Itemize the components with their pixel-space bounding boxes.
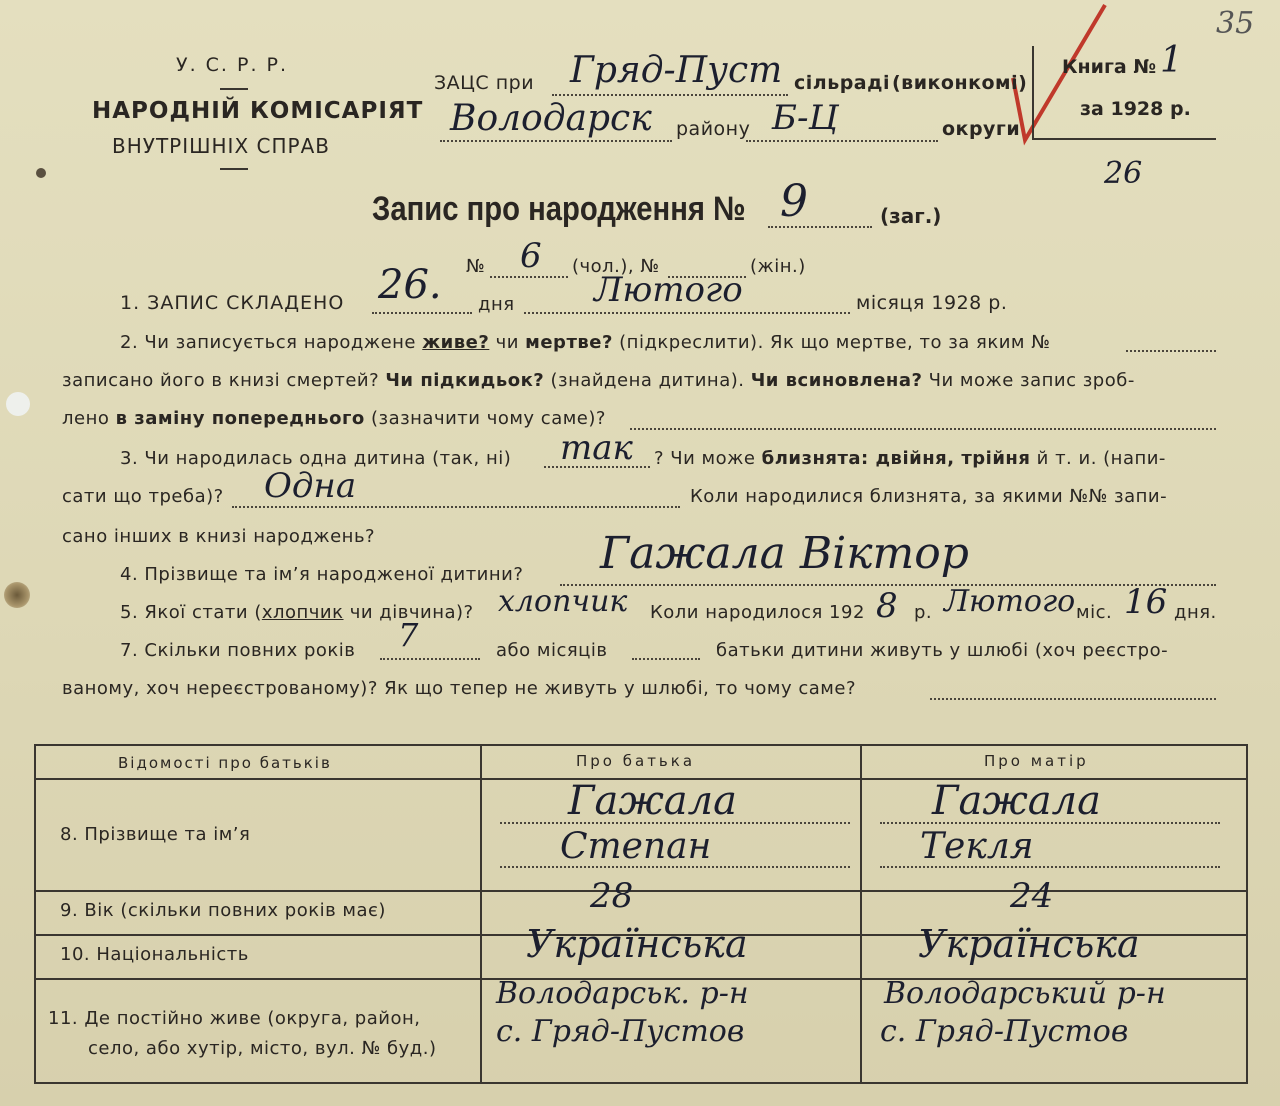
q5-text-f: міс. [1076,602,1113,623]
okrug-label: округи [942,118,1021,140]
record-title: Запис про народження № [372,190,746,228]
q2-line3-c: (зазначити чому саме)? [370,408,606,429]
okrug-value: Б-Ц [772,98,839,138]
internal-affairs-label: ВНУТРІШНІХ СПРАВ [112,134,330,158]
row11-father-2: с. Гряд-Пустов [496,1014,745,1049]
q1-day-field [372,312,472,314]
q3-text-a: 3. Чи народилась одна дитина (так, ні) [120,448,512,469]
q2-text-a: 2. Чи записується народжене [120,332,417,353]
header-divider [220,168,248,170]
q2-line2-d: Чи всиновлена? [750,370,923,391]
q5-boy: хлопчик [261,602,344,623]
q5-day-value: 16 [1124,582,1168,622]
book-label: Книга № [1062,56,1157,78]
q2-line2-a: записано його в книзі смертей? [62,370,380,391]
table-rule [36,890,1246,892]
corner-number: 35 [1216,6,1255,41]
q3-line1-end [654,448,1166,469]
okrug-field [746,140,938,142]
row9-father: 28 [590,876,634,916]
q2-line3-a: лено [62,408,110,429]
q5-sex-value: хлопчик [498,584,628,619]
row9-mother: 24 [1010,876,1054,916]
male-label: (чол.), № [572,256,660,277]
q5-text-d: Коли народилося 192 [650,602,865,623]
council-label: сільраді [794,72,890,94]
zags-value: Гряд-Пуст [570,50,783,91]
q2-dead: мертве? [525,332,613,353]
row10-label: 10. Національність [60,944,249,965]
table-col-rule [860,746,862,1082]
q7-line2: ваному, хоч нереєстрованому)? Як що тепер не живуть у шлюбі, то чому саме? [62,678,857,699]
row9-label: 9. Вік (скільки повних років має) [60,900,386,921]
q2-line2-e: Чи може запис зроб- [928,370,1135,391]
q1-suffix: місяця 1928 р. [856,292,1008,314]
exec-label: (виконкомі) [892,72,1028,94]
table-header-mother: Про матір [984,752,1089,770]
female-label: (жін.) [750,256,806,277]
q3-line2-b: Коли народилися близнята, за якими №№ запи- [690,486,1168,507]
row11-mother-2: с. Гряд-Пустов [880,1014,1129,1049]
zags-field [552,94,788,96]
table-header-father: Про батька [576,752,696,770]
row11-mother: Володарський р-н [884,976,1166,1011]
q2-text-c: чи [495,332,519,353]
q2-line3-b: в заміну попереднього [115,408,365,429]
q7-months-field [632,658,700,660]
q3-text-d: й т. и. (напи- [1036,448,1166,469]
row10-mother: Українська [918,922,1140,966]
male-field [490,276,568,278]
male-no-label: № [466,256,486,277]
side-number: 26 [1104,156,1143,191]
q3-line2-field [232,506,680,508]
q2-line2 [62,370,1135,391]
q7-text-b: або місяців [496,640,608,661]
row11-label: 11. Де постійно живе (округа, район, [48,1008,421,1029]
table-header-parents: Відомості про батьків [118,754,332,772]
q7-years-value: 7 [398,616,419,654]
record-number: 9 [780,176,808,227]
punch-hole [6,392,30,416]
q2-line3 [62,408,606,429]
q7-years-field [380,658,480,660]
q2-text-e: (підкреслити). Як що мертве, то за яким № [619,332,1051,353]
punch-hole [4,582,30,608]
q2-field [1126,350,1216,352]
row10-father: Українська [526,922,748,966]
header-divider [220,88,248,90]
q3-line2-value: Одна [264,466,357,506]
q1-month-value: Лютого [594,270,743,310]
ink-spot [36,168,46,178]
ussr-label: У. С. Р. Р. [176,54,289,76]
record-suffix: (заг.) [880,204,942,228]
q7-text-a: 7. Скільки повних років [120,640,356,661]
q3-text-c: близнята: двійня, трійня [761,448,1031,469]
row11-label-2: село, або хутір, місто, вул. № буд.) [88,1038,437,1059]
row8-father-surname: Гажала [568,778,737,824]
q2-alive: живе? [422,332,490,353]
male-number: 6 [520,236,542,276]
q7-line2-field [930,698,1216,700]
row8-mother-surname: Гажала [932,778,1101,824]
q4-value: Гажала Віктор [600,528,969,579]
commissariat-label: НАРОДНІЙ КОМІСАРІЯТ [92,98,424,124]
q5-text-c: чи дівчина)? [349,602,474,623]
q2-line2-b: Чи підкидьок? [385,370,545,391]
q2-line2-c: (знайдена дитина). [550,370,745,391]
district-field [440,140,672,142]
q1-month-field [524,312,850,314]
book-number: 1 [1160,40,1183,81]
q3-line2-a: сати що треба)? [62,486,224,507]
q1-prefix: 1. ЗАПИС СКЛАДЕНО [120,292,345,314]
row8-label: 8. Прізвище та ім’я [60,824,251,845]
q2-line1 [120,332,1050,353]
q2-line3-field [630,428,1216,430]
district-value: Володарск [450,98,652,139]
q7-text-c: батьки дитини живуть у шлюбі (хоч реєстро- [716,640,1169,661]
q5-text-e: р. [914,602,933,623]
q1-day-value: 26. [378,262,442,308]
district-label: району [676,118,751,140]
q4-text: 4. Прізвище та ім’я народженої дитини? [120,564,524,585]
q5-month-value: Лютого [944,584,1076,619]
year-label: за 1928 р. [1080,98,1191,120]
q3-text-b: ? Чи може [654,448,756,469]
q5-text-a: 5. Якої стати ( [120,602,262,623]
zags-prefix: ЗАЦС при [434,72,535,94]
table-col-rule [480,746,482,1082]
q3-line3: сано інших в книзі народжень? [62,526,376,547]
q3-value: так [560,428,633,468]
q5-line [120,602,474,623]
row8-mother-name: Текля [920,826,1034,867]
row8-father-name: Степан [560,826,712,867]
q1-day-label: дня [478,294,515,315]
q5-year-value: 8 [876,586,898,626]
row11-father: Володарськ. р-н [496,976,749,1011]
q5-text-g: дня. [1174,602,1217,623]
